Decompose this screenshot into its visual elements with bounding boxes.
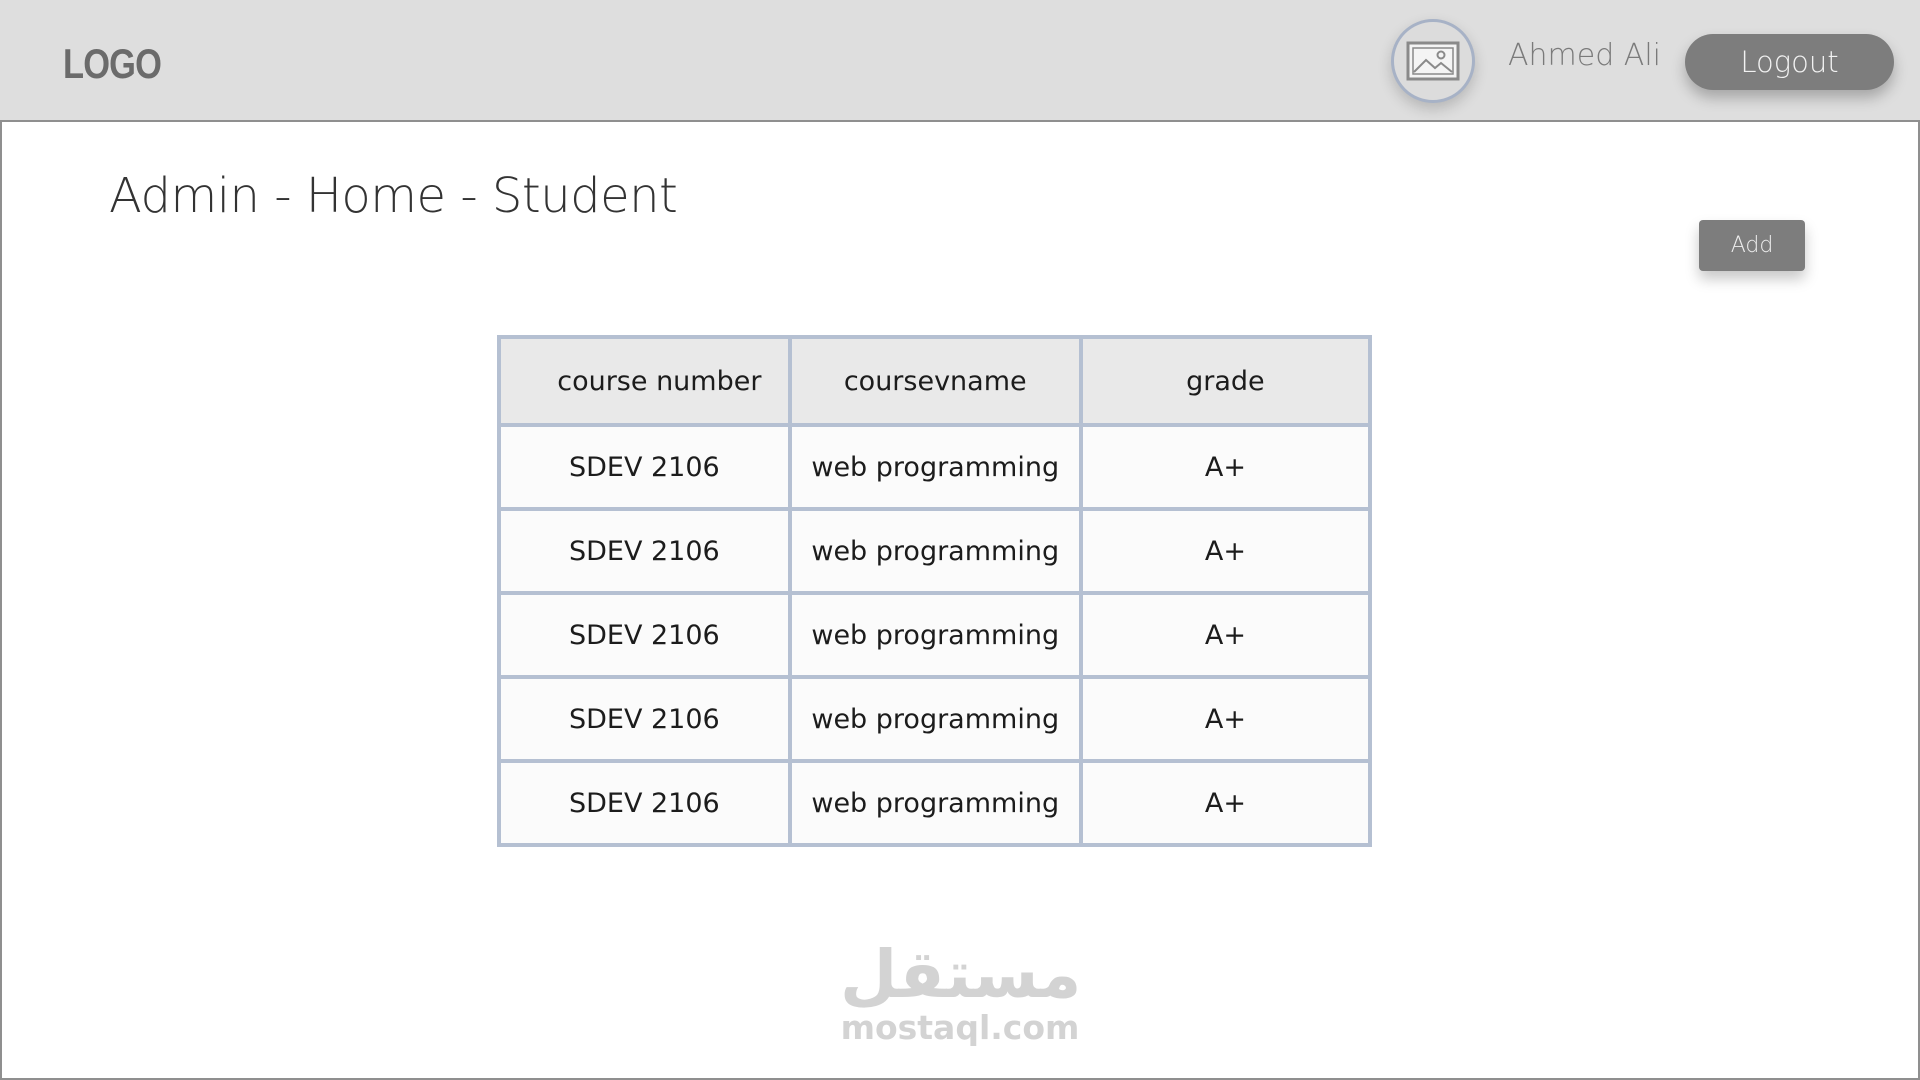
logout-button[interactable]: Logout <box>1685 34 1894 90</box>
cell-grade: A+ <box>1081 509 1370 593</box>
watermark-arabic: مستقل <box>840 936 1082 1013</box>
image-placeholder-icon <box>1406 41 1460 81</box>
table-header-row <box>499 337 1370 425</box>
user-name: Ahmed Ali <box>1508 38 1661 73</box>
cell-grade: A+ <box>1081 677 1370 761</box>
watermark-latin: mostaql.com <box>840 1008 1080 1047</box>
cell-course-name: web programming <box>790 677 1081 761</box>
cell-course-number: SDEV 2106 <box>499 425 790 509</box>
watermark <box>840 936 1082 1047</box>
column-header-course-name[interactable]: coursevname <box>790 337 1081 425</box>
add-button[interactable]: Add <box>1699 220 1805 271</box>
cell-course-name: web programming <box>790 593 1081 677</box>
table-row[interactable] <box>499 761 1370 845</box>
cell-grade: A+ <box>1081 761 1370 845</box>
top-header <box>0 0 1920 122</box>
page-title: Admin - Home - Student <box>109 168 678 224</box>
column-header-course-number[interactable]: course number <box>499 337 790 425</box>
logo[interactable]: LOGO <box>63 40 162 87</box>
cell-grade: A+ <box>1081 425 1370 509</box>
table-row[interactable] <box>499 593 1370 677</box>
table-row[interactable] <box>499 425 1370 509</box>
cell-course-name: web programming <box>790 509 1081 593</box>
avatar[interactable] <box>1391 19 1475 103</box>
cell-course-number: SDEV 2106 <box>499 677 790 761</box>
grades-table <box>497 335 1372 847</box>
table-row[interactable] <box>499 677 1370 761</box>
cell-course-number: SDEV 2106 <box>499 509 790 593</box>
cell-course-name: web programming <box>790 425 1081 509</box>
cell-grade: A+ <box>1081 593 1370 677</box>
table-row[interactable] <box>499 509 1370 593</box>
cell-course-number: SDEV 2106 <box>499 593 790 677</box>
cell-course-number: SDEV 2106 <box>499 761 790 845</box>
cell-course-name: web programming <box>790 761 1081 845</box>
column-header-grade[interactable]: grade <box>1081 337 1370 425</box>
